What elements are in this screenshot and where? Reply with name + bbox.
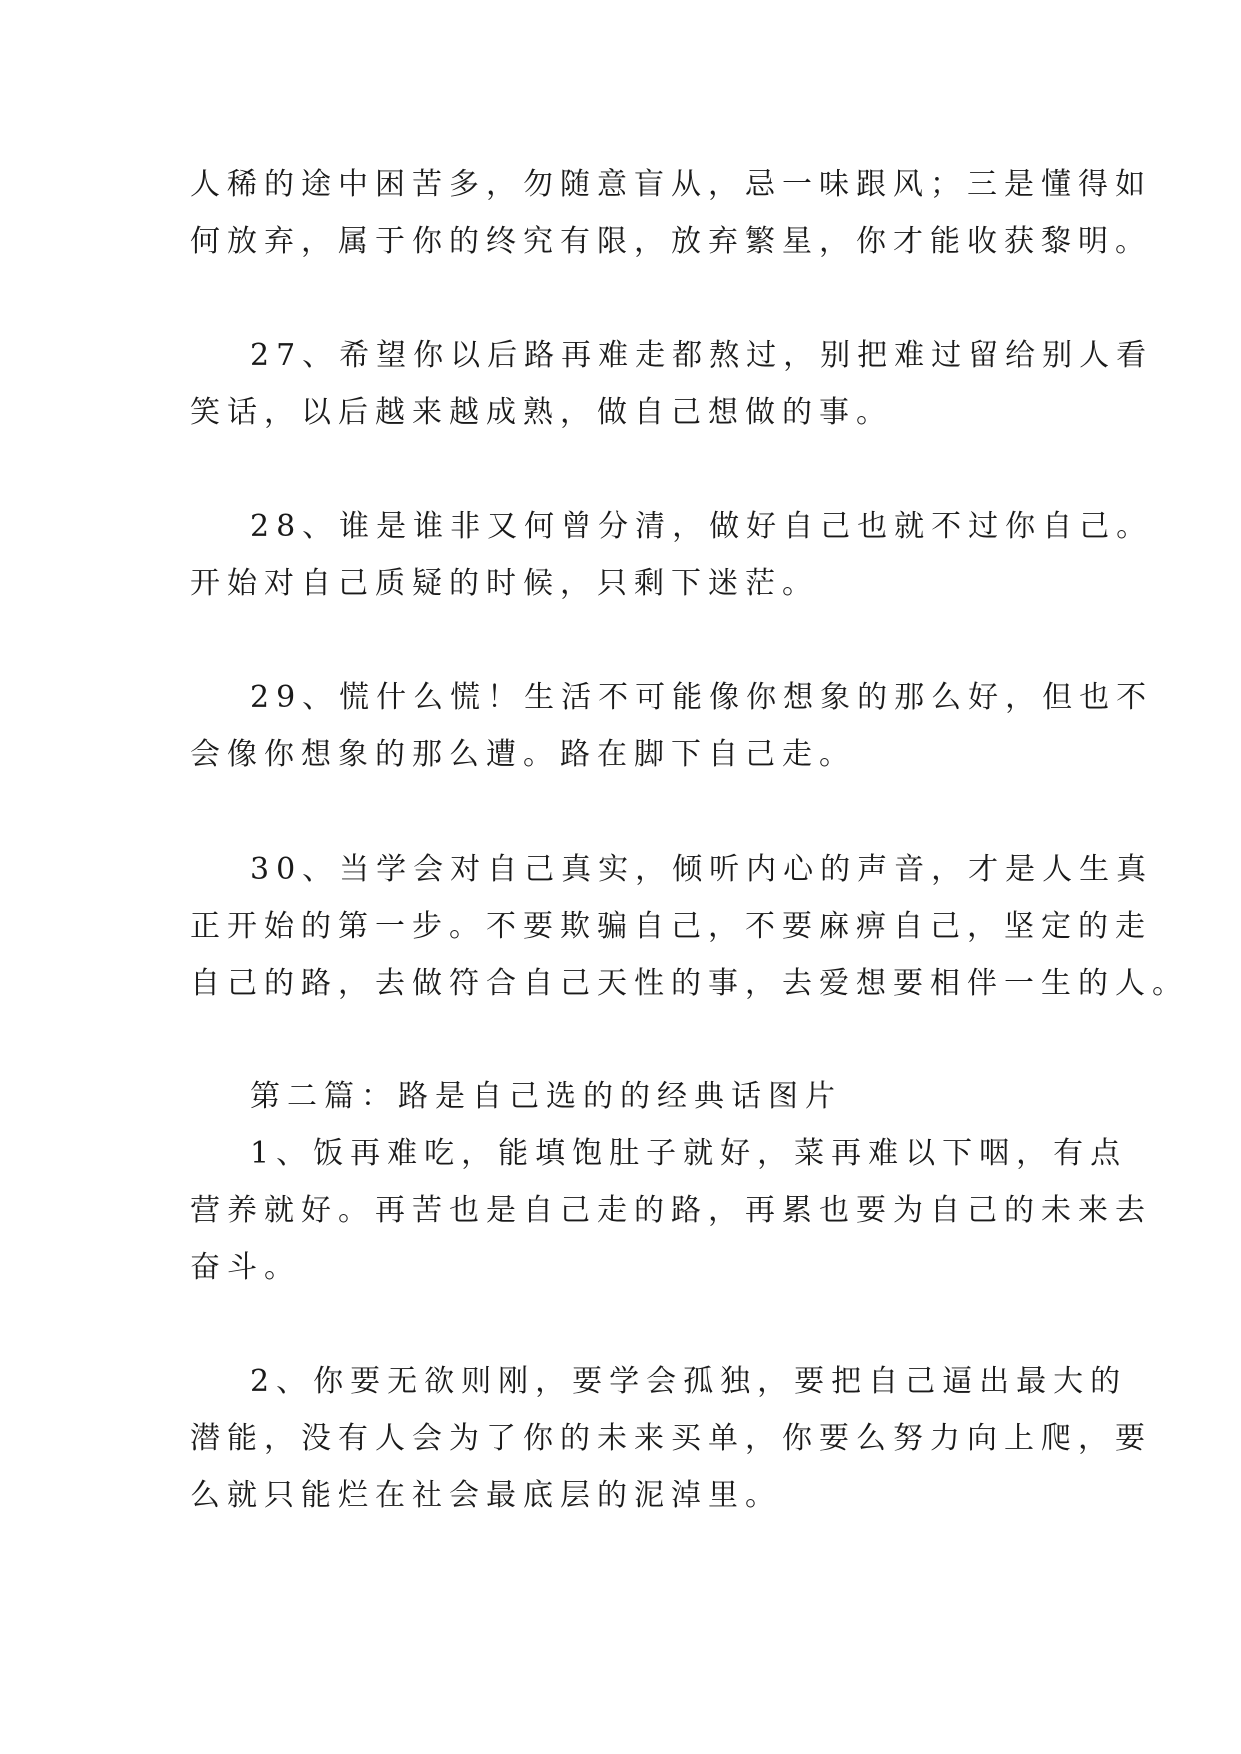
text-line: 开始对自己质疑的时候，只剩下迷茫。 — [190, 566, 819, 601]
paragraph-first-line: 30、当学会对自己真实，倾听内心的声音，才是人生真 — [250, 852, 1154, 887]
text-line: 何放弃，属于你的终究有限，放弃繁星，你才能收获黎明。 — [190, 224, 1152, 259]
section-heading: 第二篇：路是自己选的的经典话图片 — [250, 1079, 842, 1114]
text-line: 奋斗。 — [190, 1250, 301, 1285]
paragraph-first-line: 29、慌什么慌！生活不可能像你想象的那么好，但也不 — [250, 680, 1154, 715]
paragraph-first-line: 1、饭再难吃，能填饱肚子就好，菜再难以下咽，有点 — [250, 1136, 1128, 1171]
text-line: 笑话，以后越来越成熟，做自己想做的事。 — [190, 395, 893, 430]
paragraph-first-line: 2、你要无欲则刚，要学会孤独，要把自己逼出最大的 — [250, 1364, 1128, 1399]
text-line: 正开始的第一步。不要欺骗自己，不要麻痹自己，坚定的走 — [190, 909, 1152, 944]
text-line: 自己的路，去做符合自己天性的事，去爱想要相伴一生的人。 — [190, 966, 1189, 1001]
text-line: 人稀的途中困苦多，勿随意盲从，忌一味跟风；三是懂得如 — [190, 167, 1152, 202]
paragraph-first-line: 27、希望你以后路再难走都熬过，别把难过留给别人看 — [250, 338, 1154, 373]
paragraph-first-line: 28、谁是谁非又何曾分清，做好自己也就不过你自己。 — [250, 509, 1154, 544]
text-line: 么就只能烂在社会最底层的泥淖里。 — [190, 1478, 782, 1513]
text-line: 营养就好。再苦也是自己走的路，再累也要为自己的未来去 — [190, 1193, 1152, 1228]
text-line: 潜能，没有人会为了你的未来买单，你要么努力向上爬，要 — [190, 1421, 1152, 1456]
text-line: 会像你想象的那么遭。路在脚下自己走。 — [190, 737, 856, 772]
